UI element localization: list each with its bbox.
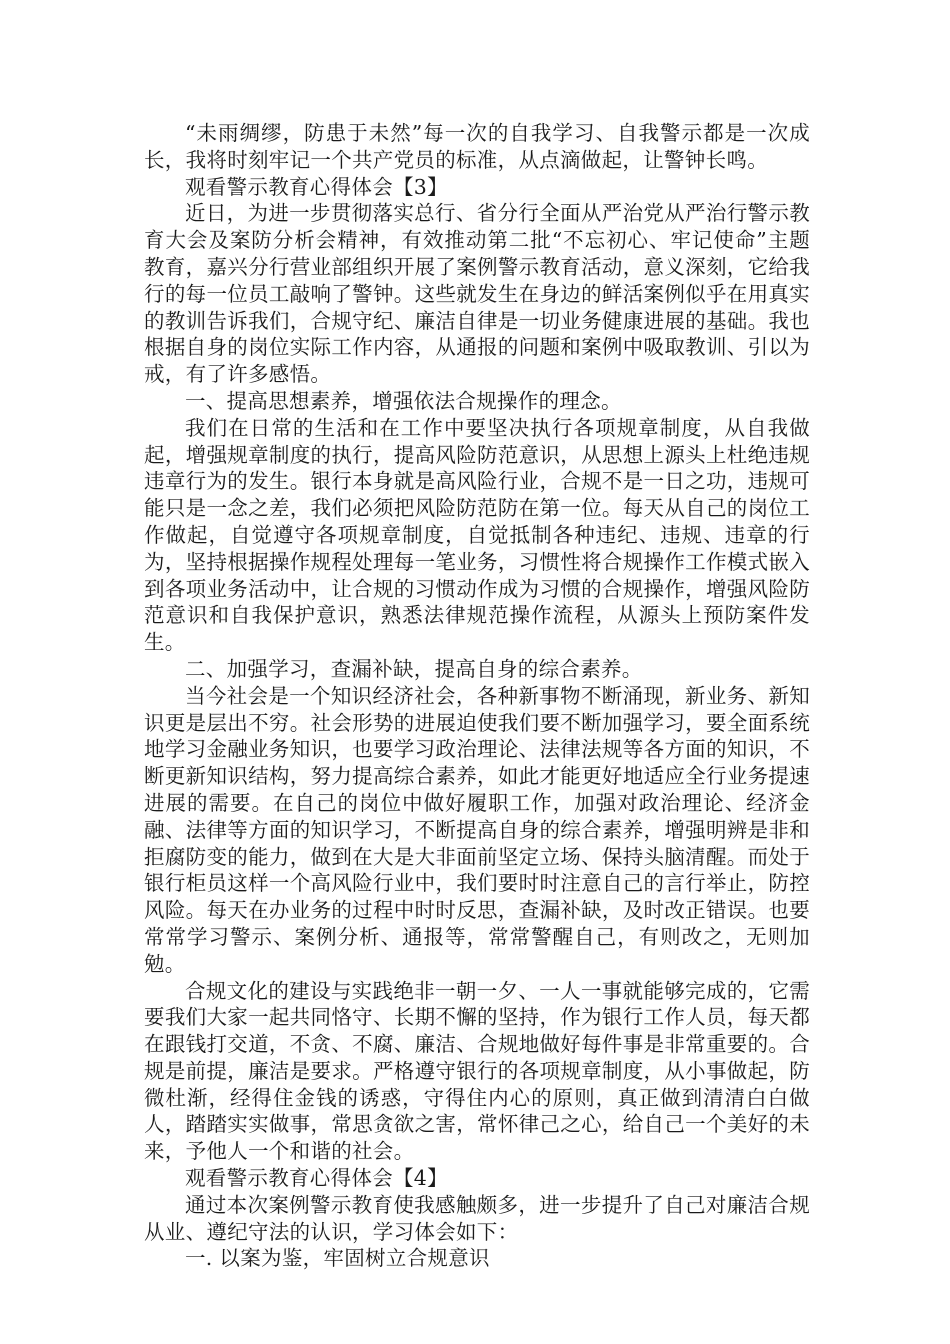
paragraph-learning: 当今社会是一个知识经济社会，各种新事物不断涌现，新业务、新知识更是层出不穷。社会形势的进展迫使我们要不断加强学习，要全面系统地学习金融业务知识，也要学习政治理论、法律法规等各方面的知识，不断更新知识结构，努力提高综合素养，如此才能更好地适应全行业务提速进展的需要。在自己的岗位中做好履职工作，加强对政治理论、经济金融、法律等方面的知识学习，不断提高自身的综合素养，增强明辨是非和拒腐防变的能力，做到在大是大非面前坚定立场、保持头脑清醒。而处于银行柜员这样一个高风险行业中，我们要时时注意自己的言行举止，防控风险。每天在办业务的过程中时时反思，查漏补缺，及时改正错误。也要常常学习警示、案例分析、通报等，常常警醒自己，有则改之，无则加勉。 — [144, 683, 810, 976]
section-title-4: 观看警示教育心得体会【4】 — [185, 1166, 448, 1191]
paragraph-culture: 合规文化的建设与实践绝非一朝一夕、一人一事就能够完成的，它需要我们大家一起共同恪守、长期不懈的坚持，作为银行工作人员，每天都在跟钱打交道，不贪、不腐、廉洁、合规地做好每件事是非常重要的。合规是前提，廉洁是要求。严格遵守银行的各项规章制度，从小事做起，防微杜渐，经得住金钱的诱惑，守得住内心的原则，真正做到清清白白做人，踏踏实实做事，常思贪欲之害，常怀律己之心，给自己一个美好的未来，予他人一个和谐的社会。 — [144, 978, 810, 1164]
paragraph-compliance: 我们在日常的生活和在工作中要坚决执行各项规章制度，从自我做起，增强规章制度的执行，提高风险防范意识，从思想上源头上杜绝违规违章行为的发生。银行本身就是高风险行业，合规不是一日之功，违规可能只是一念之差，我们必须把风险防范防在第一位。每天从自己的岗位工作做起，自觉遵守各项规章制度，自觉抵制各种违纪、违规、违章的行为，坚持根据操作规程处理每一笔业务，习惯性将合规操作工作模式嵌入到各项业务活动中，让合规的习惯动作成为习惯的合规操作，增强风险防范意识和自我保护意识，熟悉法律规范操作流程，从源头上预防案件发生。 — [144, 415, 810, 655]
subheading-case: 一. 以案为鉴，牢固树立合规意识 — [185, 1246, 490, 1271]
subheading-one: 一、提高思想素养，增强依法合规操作的理念。 — [185, 388, 622, 413]
paragraph-background: 近日，为进一步贯彻落实总行、省分行全面从严治党从严治行警示教育大会及案防分析会精神，有效推动第二批“不忘初心、牢记使命”主题教育，嘉兴分行营业部组织开展了案例警示教育活动，意义深刻，它给我行的每一位员工敲响了警钟。这些就发生在身边的鲜活案例似乎在用真实的教训告诉我们，合规守纪、廉洁自律是一切业务健康进展的基础。我也根据自身的岗位实际工作内容，从通报的问题和案例中吸取教训、引以为戒，有了许多感悟。 — [144, 201, 810, 387]
section-title-3: 观看警示教育心得体会【3】 — [185, 174, 448, 199]
subheading-two: 二、加强学习，查漏补缺，提高自身的综合素养。 — [185, 656, 643, 681]
paragraph-reflection: 通过本次案例警示教育使我感触颇多，进一步提升了自己对廉洁合规从业、遵纪守法的认识，学习体会如下： — [144, 1192, 810, 1244]
document-body — [144, 120, 810, 1272]
paragraph-intro: “未雨绸缪，防患于未然”每一次的自我学习、自我警示都是一次成长，我将时刻牢记一个共产党员的标准，从点滴做起，让警钟长鸣。 — [144, 121, 810, 172]
